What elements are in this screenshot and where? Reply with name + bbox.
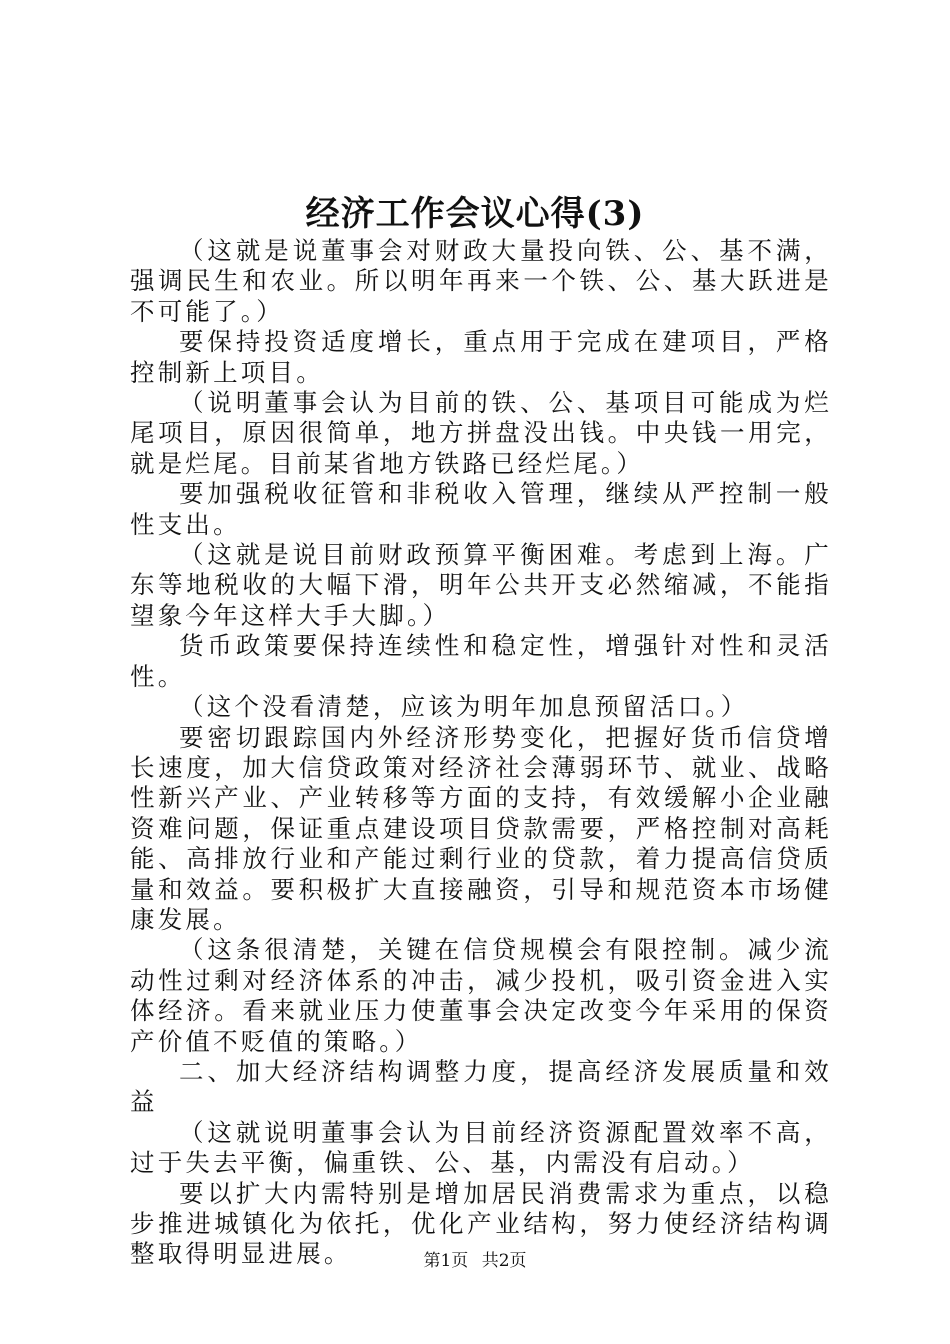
- section-heading: 二、加大经济结构调整力度，提高经济发展质量和效益: [130, 1056, 832, 1117]
- paragraph: （这就是说董事会对财政大量投向铁、公、基不满，强调民生和农业。所以明年再来一个铁、公、基大跃进是不可能了。）: [130, 236, 832, 326]
- paragraph: （这条很清楚，关键在信贷规模会有限控制。减少流动性过剩对经济体系的冲击，减少投机，吸引资金进入实体经济。看来就业压力使董事会决定改变今年采用的保资产价值不贬值的策略。）: [130, 935, 832, 1056]
- page-footer: [0, 1246, 950, 1271]
- paragraph: 要加强税收征管和非税收入管理，继续从严控制一般性支出。: [130, 479, 832, 539]
- paragraph: （这就说明董事会认为目前经济资源配置效率不高，过于失去平衡，偏重铁、公、基，内需没有启动。）: [130, 1117, 832, 1178]
- paragraph: 要以扩大内需特别是增加居民消费需求为重点，以稳步推进城镇化为依托，优化产业结构，努力使经济结构调整取得明显进展。: [130, 1178, 832, 1269]
- document-body: [130, 236, 832, 1270]
- page-total: 共2页: [481, 1251, 527, 1271]
- paragraph: 货币政策要保持连续性和稳定性，增强针对性和灵活性。: [130, 631, 832, 691]
- page-number: 第1页: [423, 1251, 469, 1271]
- document-title: 经济工作会议心得(3): [305, 194, 645, 234]
- paragraph: （说明董事会认为目前的铁、公、基项目可能成为烂尾项目，原因很简单，地方拼盘没出钱。中央钱一用完，就是烂尾。目前某省地方铁路已经烂尾。）: [130, 388, 832, 478]
- paragraph: （这就是说目前财政预算平衡困难。考虑到上海。广东等地税收的大幅下滑，明年公共开支必然缩减，不能指望象今年这样大手大脚。）: [130, 540, 832, 630]
- paragraph: 要密切跟踪国内外经济形势变化，把握好货币信贷增长速度，加大信贷政策对经济社会薄弱环节、就业、战略性新兴产业、产业转移等方面的支持，有效缓解小企业融资难问题，保证重点建设项目贷款需要，严格控制对高耗能、高排放行业和产能过剩行业的贷款，着力提高信贷质量和效益。要积极扩大直接融资，引导和规范资本市场健康发展。: [130, 722, 832, 934]
- paragraph: 要保持投资适度增长，重点用于完成在建项目，严格控制新上项目。: [130, 327, 832, 387]
- paragraph: （这个没看清楚，应该为明年加息预留活口。）: [179, 692, 749, 722]
